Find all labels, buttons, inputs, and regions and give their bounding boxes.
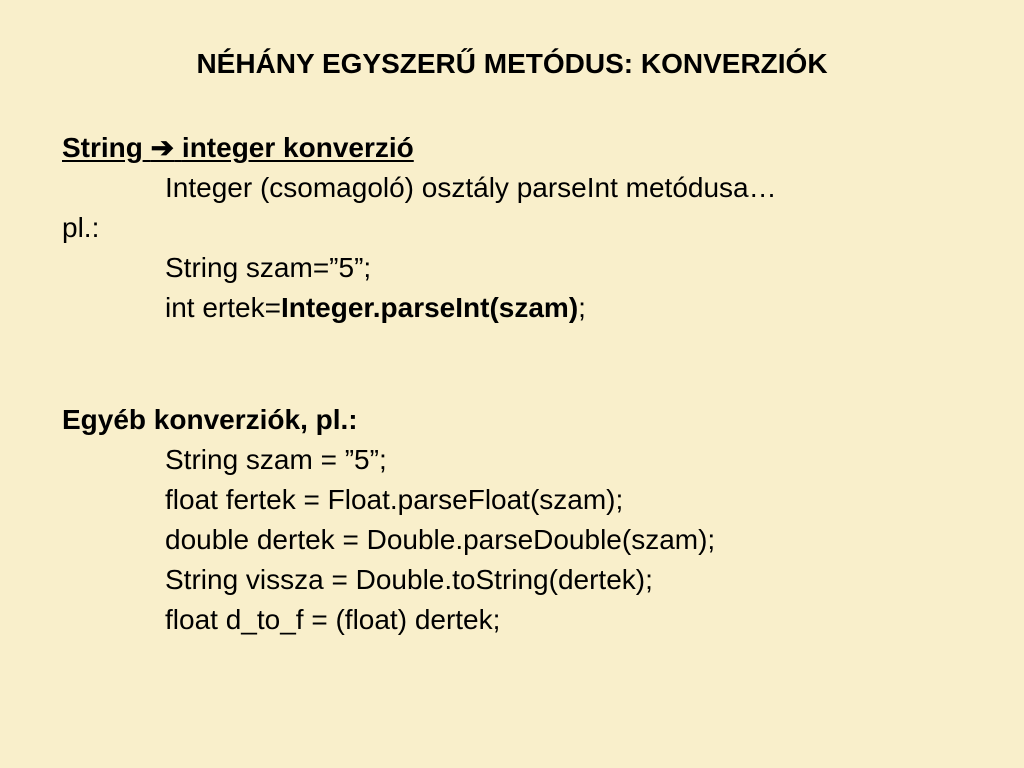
heading-string-to-integer [62,132,414,163]
code-line-int-ertek [62,288,1002,328]
section-spacer [62,328,1002,361]
example-label: pl.: [62,212,100,243]
code-line: double dertek = Double.parseDouble(szam); [165,524,716,555]
heading-prefix: String [62,132,143,163]
right-arrow-icon: ➔ [150,132,175,163]
code-line-int-ertek-bold: Integer.parseInt(szam) [280,292,579,323]
slide-content [62,128,1002,640]
code-line: String szam = ”5”; [165,444,387,475]
heading-suffix: integer konverzió [181,132,414,163]
code-line-string-szam: String szam=”5”; [165,252,372,283]
code-line-int-ertek-prefix: int ertek= [165,292,281,323]
slide-title: NÉHÁNY EGYSZERŰ METÓDUS: KONVERZIÓK [196,48,828,79]
section-heading-other-conversions: Egyéb konverziók, pl.: [62,404,358,435]
code-line-int-ertek-suffix: ; [578,292,586,323]
code-line: String vissza = Double.toString(dertek); [165,564,653,595]
code-line: float fertek = Float.parseFloat(szam); [165,484,624,515]
section-spacer-2 [62,361,1002,400]
description-text: Integer (csomagoló) osztály parseInt metódusa… [165,172,777,203]
section-heading-string-to-integer [62,128,1002,168]
code-line: float d_to_f = (float) dertek; [165,604,501,635]
